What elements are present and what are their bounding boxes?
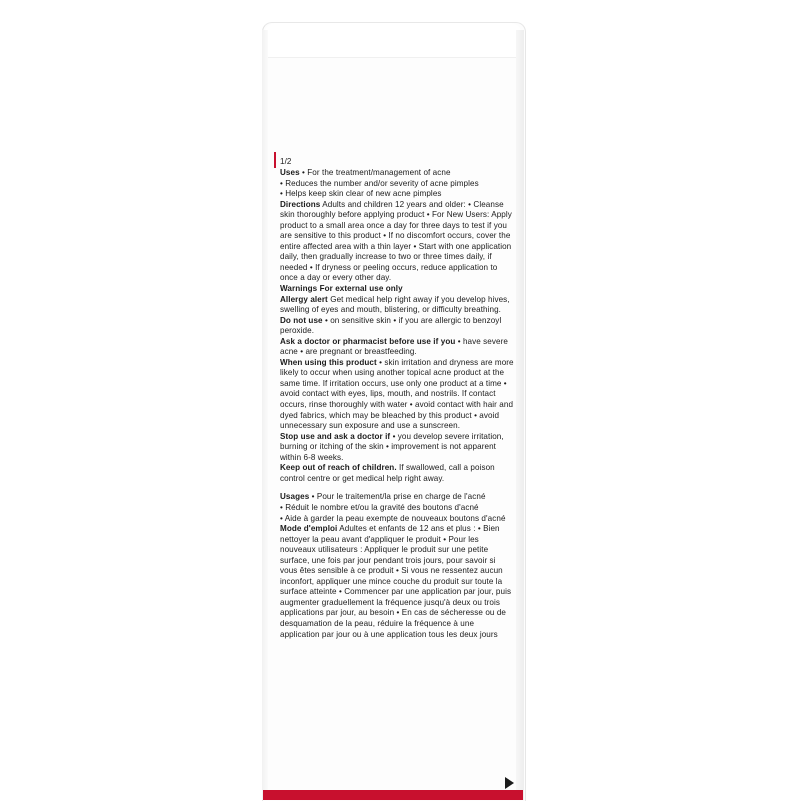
warnings-section <box>280 284 514 295</box>
do-not-use-body: • on sensitive skin • if you are allergic to benzoyl peroxide. <box>280 315 502 336</box>
uses-bullet-2: • Helps keep skin clear of new acne pimples <box>280 189 442 199</box>
keep-out-heading: Keep out of reach of children. <box>280 463 397 473</box>
warnings-body: For external use only <box>319 284 403 294</box>
language-separator <box>280 484 514 492</box>
allergy-alert-body: Get medical help right away if you develop hives, swelling of eyes and mouth, blistering, or difficulty breathing. <box>280 294 510 315</box>
uses-section <box>280 168 514 179</box>
directions-heading: Directions <box>280 199 321 209</box>
triangle-right-icon <box>505 777 514 789</box>
when-using-heading: When using this product <box>280 357 377 367</box>
usages-heading-fr: Usages <box>280 492 310 502</box>
directions-body: Adults and children 12 years and older: • Cleanse skin thoroughly before applying product • For New Users: Apply product to a small area once a day for three days to test if you are sensitive to this product • If no discomfort occurs, cover the entire affected area with a thin layer • Start with one application daily, then gradually increase to two or three times daily, if needed • If dryness or peeling occurs, reduce application to once a day or every other day. <box>280 199 512 283</box>
allergy-alert-heading: Allergy alert <box>280 294 328 304</box>
uses-bullet-1: • Reduces the number and/or severity of acne pimples <box>280 178 479 188</box>
keep-out-of-reach-section <box>280 463 514 484</box>
do-not-use-heading: Do not use <box>280 315 323 325</box>
ask-doctor-section <box>280 337 514 358</box>
ask-doctor-body: • have severe acne • are pregnant or breastfeeding. <box>280 336 508 357</box>
warnings-heading: Warnings <box>280 284 318 294</box>
ask-doctor-heading: Ask a doctor or pharmacist before use if you <box>280 336 456 346</box>
page-indicator: 1/2 <box>280 157 292 166</box>
stop-use-heading: Stop use and ask a doctor if <box>280 431 391 441</box>
carton-left-fold <box>262 30 268 800</box>
allergy-alert-section <box>280 295 514 316</box>
mode-emploi-heading-fr: Mode d'emploi <box>280 524 338 534</box>
red-bottom-band <box>263 790 523 800</box>
directions-section <box>280 200 514 284</box>
keep-out-body: If swallowed, call a poison control centre or get medical help right away. <box>280 463 495 483</box>
red-accent-rule <box>274 152 276 168</box>
mode-emploi-body-fr: Adultes et enfants de 12 ans et plus : • Bien nettoyer la peau avant d'appliquer le produit • Pour les nouveaux utilisateurs : Appliquer le produit sur une petite surface, une fois par jour pendant trois jours, pour savoir si vous êtes sensible à ce produit • Si vous ne ressentez aucun inconfort, appliquer une mince couche du produit sur toute la surface atteinte • Commencer par une application par jour, puis augmenter graduellement la fréquence jusqu'à deux ou trois applications par jour, au besoin • En cas de sécheresse ou de desquamation de la peau, réduire la fréquence à une application par jour ou à une application tous les deux jours <box>280 524 512 639</box>
do-not-use-section <box>280 316 514 337</box>
usages-bullet-2-fr: • Aide à garder la peau exempte de nouveaux boutons d'acné <box>280 513 506 523</box>
mode-emploi-section-fr <box>280 524 514 640</box>
carton-top-flap <box>264 23 522 58</box>
usages-intro-fr: • Pour le traitement/la prise en charge de l'acné <box>311 492 486 502</box>
stop-use-section <box>280 432 514 464</box>
when-using-body: • skin irritation and dryness are more likely to occur when using another topical acne product at the same time. If irritation occurs, use only one product at a time • avoid contact with eyes, lips, mouth, and nostrils. If contact occurs, rinse thoroughly with water • avoid contact with hair and dyed fabrics, which may be bleached by this product • avoid unnecessary sun exposure and use a sunscreen. <box>280 357 514 431</box>
carton-right-fold <box>516 30 524 800</box>
usages-bullet-1-fr: • Réduit le nombre et/ou la gravité des boutons d'acné <box>280 502 479 512</box>
usages-section-fr <box>280 492 514 503</box>
when-using-section <box>280 358 514 432</box>
uses-intro: • For the treatment/management of acne <box>302 168 451 177</box>
uses-heading: Uses <box>280 168 300 177</box>
stop-use-body: • you develop severe irritation, burning or itching of the skin • improvement is not apparent within 6-8 weeks. <box>280 431 504 462</box>
drug-facts-panel <box>280 156 514 640</box>
